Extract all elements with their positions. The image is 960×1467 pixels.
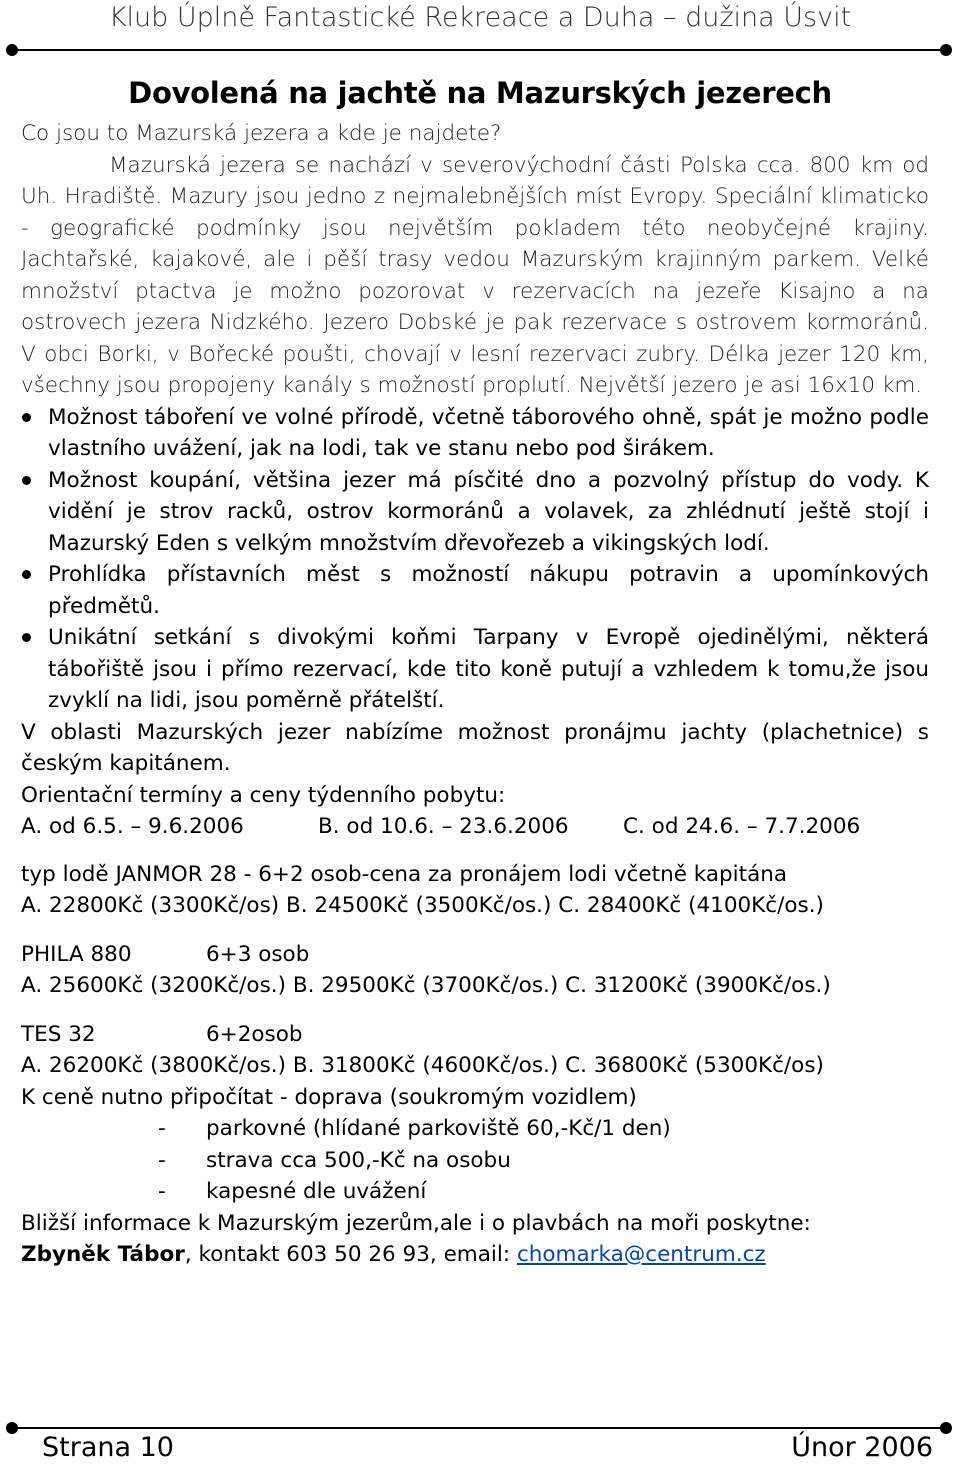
date-ranges [21, 811, 929, 843]
feature-list [21, 402, 929, 717]
boat-tes-capacity: 6+2osob [206, 1021, 303, 1047]
boat-phila-name: PHILA 880 [21, 941, 132, 967]
issue-date: Únor 2006 [791, 1432, 933, 1463]
boat-phila-capacity: 6+3 osob [206, 941, 310, 967]
list-item: Možnost táboření ve volné přírodě, včetně táborového ohně, spát je možno podle vlastního uvážení, jak na lodi, tak ve stanu nebo pod širákem. [21, 402, 929, 465]
date-range-c: C. od 24.6. – 7.7.2006 [623, 814, 861, 839]
bullet-icon [22, 413, 31, 422]
extra-costs-label: K ceně nutno připočítat - doprava (soukromým vozidlem) [21, 1084, 637, 1110]
page-number: Strana 10 [42, 1432, 174, 1463]
extra-cost-item: - kapesné dle uvážení [158, 1179, 427, 1204]
info-line: Bližší informace k Mazurským jezerům,ale i o plavbách na moři poskytne: [21, 1210, 811, 1236]
contact-line [21, 1239, 929, 1271]
article-question: Co jsou to Mazurská jezera a kde je najdete? [21, 121, 502, 146]
contact-name: Zbyněk Tábor [21, 1242, 185, 1267]
bullet-icon [22, 570, 31, 579]
extra-cost-item: - parkovné (hlídané parkoviště 60,-Kč/1 den) [158, 1116, 671, 1141]
date-range-b: B. od 10.6. – 23.6.2006 [318, 814, 569, 839]
contact-email-link[interactable]: chomarka@centrum.cz [516, 1242, 766, 1267]
list-item: Možnost koupání, většina jezer má písčité dno a pozvolný přístup do vody. K vidění je strov racků, ostrov kormoránů a volavek, za zhlédnutí ještě stojí i Mazurský Eden s velkým množstvím dřevořezeb a vikingských lodí. [21, 465, 929, 560]
terms-label: Orientační termíny a ceny týdenního pobytu: [21, 782, 506, 808]
header-divider [10, 49, 946, 51]
newsletter-header-title: Klub Úplně Fantastické Rekreace a Duha – dužina Úsvit [108, 2, 852, 33]
extra-cost-item: - strava cca 500,-Kč na osobu [158, 1147, 511, 1173]
footer-divider [10, 1427, 946, 1429]
offer-text: V oblasti Mazurských jezer nabízíme možnost pronájmu jachty (plachetnice) s českým kapitánem. [21, 719, 929, 776]
list-item: Unikátní setkání s divokými koňmi Tarpany v Evropě ojedinělými, některá tábořiště jsou i přímo rezervací, kde tito koně putují a vzhledem k tomu,že jsou zvyklí na lidi, jsou poměrně přátelští. [21, 622, 929, 717]
list-item: Prohlídka přístavních měst s možností nákupu potravin a upomínkových předmětů. [21, 559, 929, 622]
contact-details: , kontakt 603 50 26 93, email: [184, 1242, 517, 1267]
boat-janmor-name: typ lodě JANMOR 28 - 6+2 osob-cena za pronájem lodi včetně kapitána [21, 861, 788, 887]
boat-tes-prices: A. 26200Kč (3800Kč/os.) B. 31800Kč (4600Kč/os.) C. 36800Kč (5300Kč/os) [21, 1053, 824, 1078]
bullet-icon [22, 633, 31, 642]
article-body [21, 118, 929, 1271]
boat-phila-row [21, 939, 929, 971]
boat-phila-prices: A. 25600Kč (3200Kč/os.) B. 29500Kč (3700Kč/os.) C. 31200Kč (3900Kč/os.) [21, 973, 831, 998]
bullet-icon [22, 476, 31, 485]
article-intro: Mazurská jezera se nachází v severovýchodní části Polska cca. 800 km od Uh. Hradiště. Mazury jsou jedno z nejmalebnějších míst Evropy. Speciální klimaticko - geografické podmínky jsou největším pokladem této neobyčejné krajiny. Jachtařské, kajakové, ale i pěší trasy vedou Mazurským krajinným parkem. Velké množství ptactva je možno pozorovat v rezervacích na jezeře Kisajno a na ostrovech jezera Nidzkého. Jezero Dobské je pak rezervace s ostrovem kormoránů. V obci Borki, v Bořecké poušti, chovají v lesní rezervaci zubry. Délka jezer 120 km, všechny jsou propojeny kanály s možností proplutí. Největší jezero je asi 16x10 km. [21, 152, 929, 398]
boat-janmor-prices: A. 22800Kč (3300Kč/os) B. 24500Kč (3500Kč/os.) C. 28400Kč (4100Kč/os.) [21, 893, 824, 918]
article-title: Dovolená na jachtě na Mazurských jezerech [128, 76, 832, 110]
boat-tes-row [21, 1019, 929, 1051]
boat-tes-name: TES 32 [21, 1021, 96, 1047]
date-range-a: A. od 6.5. – 9.6.2006 [21, 814, 244, 839]
